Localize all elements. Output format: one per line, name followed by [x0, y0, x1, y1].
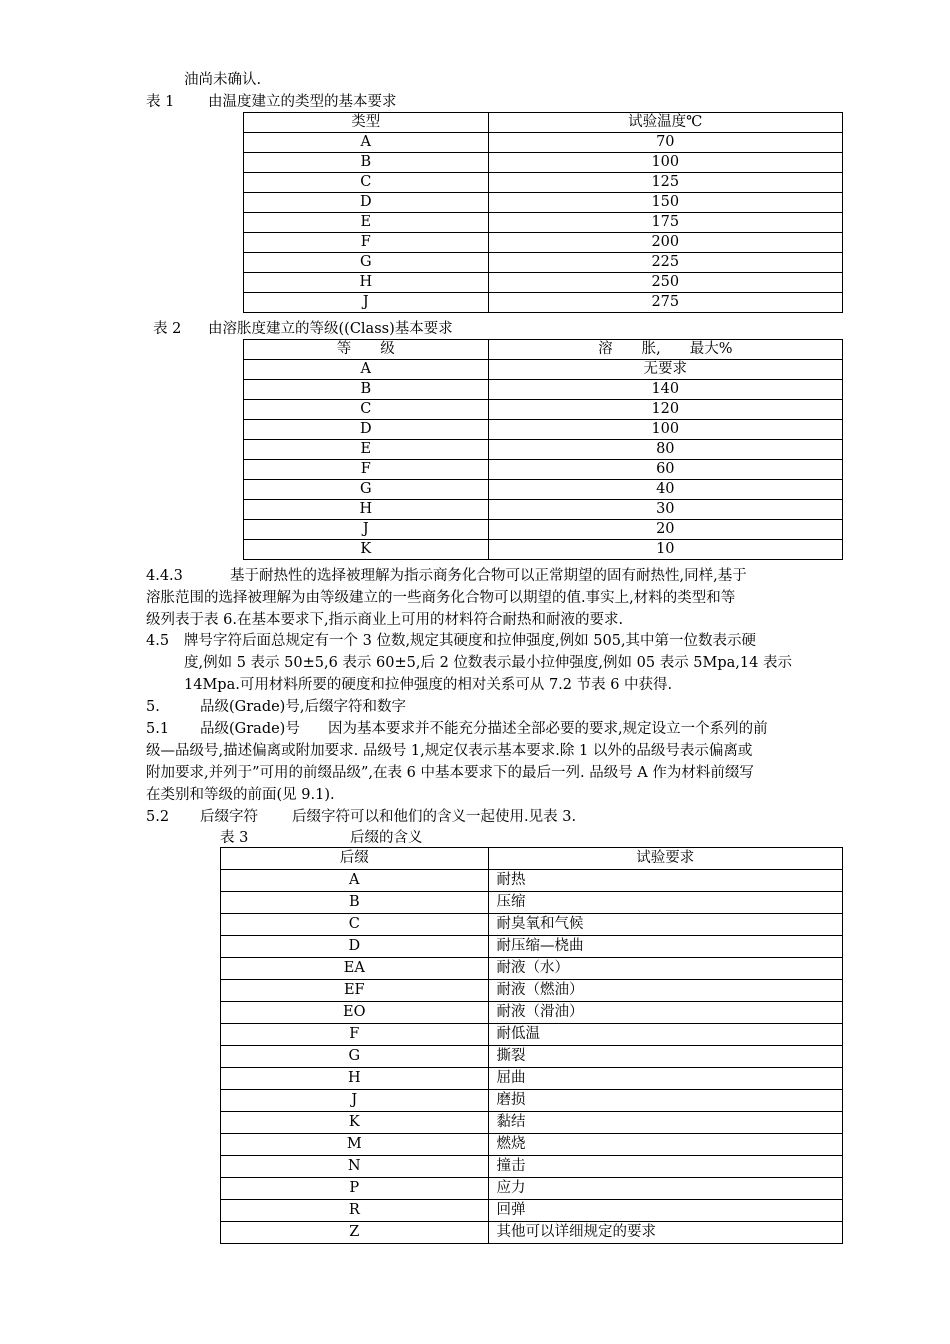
table3-suffix-meanings: [220, 847, 843, 1244]
table-cell-value: 120: [488, 400, 842, 420]
table-cell-code: F: [244, 460, 489, 480]
table-cell-code: N: [221, 1156, 489, 1178]
paragraph-4-4-3-line1: 基于耐热性的选择被理解为指示商务化合物可以正常期望的固有耐热性,同样,基于: [230, 568, 747, 584]
table-cell-code: J: [244, 520, 489, 540]
table-cell-code: EA: [221, 958, 489, 980]
paragraph-4-5-line2: 度,例如 5 表示 50±5,6 表示 60±5,后 2 位数表示最小拉伸强度,例如 05 表示 5Mpa,14 表示: [184, 655, 792, 671]
table-cell-value: 150: [488, 193, 842, 213]
table3-header-row: [221, 848, 843, 870]
table-cell-value: 屈曲: [488, 1068, 842, 1090]
table-cell-code: B: [221, 892, 489, 914]
paragraph-5-2-number: 5.2: [146, 809, 170, 825]
table2-class-swelling: [243, 339, 843, 560]
table-cell-value: 275: [488, 293, 842, 313]
paragraph-5-1: [146, 718, 846, 806]
table-row: [221, 1156, 843, 1178]
table1-header-temperature: 试验温度℃: [488, 113, 842, 133]
table-row: [244, 480, 843, 500]
paragraph-5-1-title: 品级(Grade)号: [200, 721, 300, 737]
paragraph-5-1-line1: 因为基本要求并不能充分描述全部必要的要求,规定设立一个系列的前: [328, 721, 768, 737]
table-row: [221, 870, 843, 892]
table-cell-code: EF: [221, 980, 489, 1002]
table-row: [221, 1178, 843, 1200]
table-cell-value: 60: [488, 460, 842, 480]
table-cell-code: B: [244, 380, 489, 400]
table-row: [244, 500, 843, 520]
table-cell-code: J: [244, 293, 489, 313]
table-cell-code: F: [244, 233, 489, 253]
table-cell-code: H: [221, 1068, 489, 1090]
table-cell-code: E: [244, 213, 489, 233]
table-cell-value: 耐液（滑油）: [488, 1002, 842, 1024]
table-cell-value: 耐液（燃油）: [488, 980, 842, 1002]
paragraph-4-5-line1: 牌号字符后面总规定有一个 3 位数,规定其硬度和拉伸强度,例如 505,其中第一位数表示硬: [184, 633, 757, 649]
paragraph-4-5: [146, 630, 846, 696]
paragraph-5-1-line2: 级—品级号,描述偏离或附加要求. 品级号 1,规定仅表示基本要求.除 1 以外的品级号表示偏离或: [146, 743, 753, 759]
table-cell-value: 100: [488, 420, 842, 440]
table-cell-code: Z: [221, 1222, 489, 1244]
table3-header-requirement: 试验要求: [488, 848, 842, 870]
table-cell-value: 125: [488, 173, 842, 193]
table-row: [221, 1090, 843, 1112]
table-cell-value: 100: [488, 153, 842, 173]
paragraph-5-1-line3: 附加要求,并列于”可用的前缀品级”,在表 6 中基本要求下的最后一列. 品级号 A 作为材料前缀写: [146, 765, 754, 781]
table-cell-value: 10: [488, 540, 842, 560]
table-cell-code: H: [244, 500, 489, 520]
table-row: [221, 1134, 843, 1156]
table-cell-code: G: [244, 253, 489, 273]
table-row: [244, 253, 843, 273]
table-row: [221, 1200, 843, 1222]
table-cell-value: 压缩: [488, 892, 842, 914]
table-row: [244, 440, 843, 460]
table-row: [221, 914, 843, 936]
table-row: [244, 293, 843, 313]
table2-caption-title: 由溶胀度建立的等级((Class)基本要求: [208, 321, 453, 337]
table-cell-code: P: [221, 1178, 489, 1200]
paragraph-4-4-3-line2: 溶胀范围的选择被理解为由等级建立的一些商务化合物可以期望的值.事实上,材料的类型和等: [146, 590, 736, 606]
table-cell-code: C: [221, 914, 489, 936]
table-cell-code: C: [244, 173, 489, 193]
paragraph-5-1-number: 5.1: [146, 721, 170, 737]
table-cell-value: 耐热: [488, 870, 842, 892]
paragraph-5-1-line4: 在类别和等级的前面(见 9.1).: [146, 787, 335, 803]
table-cell-value: 250: [488, 273, 842, 293]
table-row: [244, 360, 843, 380]
table-cell-value: 200: [488, 233, 842, 253]
table-cell-value: 20: [488, 520, 842, 540]
table-cell-value: 耐压缩—桡曲: [488, 936, 842, 958]
paragraph-4-4-3-number: 4.4.3: [146, 568, 183, 584]
table3-caption-number: 表 3: [220, 830, 249, 846]
table-cell-code: H: [244, 273, 489, 293]
table-cell-value: 其他可以详细规定的要求: [488, 1222, 842, 1244]
table-cell-code: D: [244, 193, 489, 213]
table-cell-code: A: [244, 360, 489, 380]
table-cell-code: K: [244, 540, 489, 560]
table-row: [244, 273, 843, 293]
table-cell-code: K: [221, 1112, 489, 1134]
table-cell-value: 耐臭氧和气候: [488, 914, 842, 936]
table2-header-swelling: 溶 胀, 最大%: [488, 340, 842, 360]
table-cell-value: 无要求: [488, 360, 842, 380]
table-cell-value: 140: [488, 380, 842, 400]
top-line: 油尚未确认.: [184, 72, 262, 88]
table-cell-code: R: [221, 1200, 489, 1222]
table-cell-code: J: [221, 1090, 489, 1112]
table-cell-value: 耐液（水）: [488, 958, 842, 980]
table1-caption-title: 由温度建立的类型的基本要求: [208, 94, 397, 110]
paragraph-4-4-3-line3: 级列表于表 6.在基本要求下,指示商业上可用的材料符合耐热和耐液的要求.: [146, 612, 624, 628]
table-cell-value: 225: [488, 253, 842, 273]
table-cell-code: E: [244, 440, 489, 460]
table-cell-value: 40: [488, 480, 842, 500]
table-row: [221, 1112, 843, 1134]
table-cell-code: C: [244, 400, 489, 420]
table-cell-value: 30: [488, 500, 842, 520]
table2-caption-number: 表 2: [153, 321, 182, 337]
table-row: [221, 1024, 843, 1046]
table-row: [244, 193, 843, 213]
table-cell-code: A: [244, 133, 489, 153]
table2-header-row: [244, 340, 843, 360]
table-row: [221, 980, 843, 1002]
table-cell-code: G: [221, 1046, 489, 1068]
table-row: [221, 1068, 843, 1090]
table-cell-value: 撞击: [488, 1156, 842, 1178]
table1-header-row: [244, 113, 843, 133]
table-row: [221, 892, 843, 914]
table2-header-class: 等 级: [244, 340, 489, 360]
table1-type-temperature: [243, 112, 843, 313]
table-row: [244, 380, 843, 400]
table-cell-value: 应力: [488, 1178, 842, 1200]
paragraph-4-4-3: [146, 565, 846, 631]
table-cell-code: EO: [221, 1002, 489, 1024]
table1-header-type: 类型: [244, 113, 489, 133]
paragraph-4-5-line3: 14Mpa.可用材料所要的硬度和拉伸强度的相对关系可从 7.2 节表 6 中获得.: [184, 677, 673, 693]
table3-caption-title: 后缀的含义: [350, 830, 423, 846]
table-cell-code: G: [244, 480, 489, 500]
table-cell-value: 黏结: [488, 1112, 842, 1134]
table-row: [244, 173, 843, 193]
table-row: [244, 133, 843, 153]
section-5-number: 5.: [146, 699, 160, 715]
paragraph-5-2-text: 后缀字符可以和他们的含义一起使用.见表 3.: [292, 809, 577, 825]
table-cell-code: B: [244, 153, 489, 173]
table-cell-value: 80: [488, 440, 842, 460]
table-row: [244, 400, 843, 420]
table-row: [244, 520, 843, 540]
table-row: [244, 233, 843, 253]
table-cell-value: 175: [488, 213, 842, 233]
table-cell-value: 耐低温: [488, 1024, 842, 1046]
section-5-title: 品级(Grade)号,后缀字符和数字: [200, 699, 406, 715]
table-row: [244, 213, 843, 233]
table-cell-value: 磨损: [488, 1090, 842, 1112]
section-5-heading: [146, 696, 846, 718]
table1-caption-number: 表 1: [146, 94, 175, 110]
table-cell-value: 撕裂: [488, 1046, 842, 1068]
table3-header-suffix: 后缀: [221, 848, 489, 870]
table-row: [244, 153, 843, 173]
table-cell-code: A: [221, 870, 489, 892]
table-row: [221, 1002, 843, 1024]
table-cell-code: F: [221, 1024, 489, 1046]
paragraph-5-2-title: 后缀字符: [200, 809, 258, 825]
table-cell-code: M: [221, 1134, 489, 1156]
table-cell-value: 70: [488, 133, 842, 153]
table-cell-value: 回弹: [488, 1200, 842, 1222]
table-cell-value: 燃烧: [488, 1134, 842, 1156]
table-row: [244, 460, 843, 480]
table-row: [221, 958, 843, 980]
table-row: [221, 936, 843, 958]
table-row: [221, 1046, 843, 1068]
paragraph-5-2: [146, 806, 846, 828]
table-row: [221, 1222, 843, 1244]
table-cell-code: D: [244, 420, 489, 440]
table-cell-code: D: [221, 936, 489, 958]
table-row: [244, 420, 843, 440]
table-row: [244, 540, 843, 560]
paragraph-4-5-number: 4.5: [146, 633, 170, 649]
